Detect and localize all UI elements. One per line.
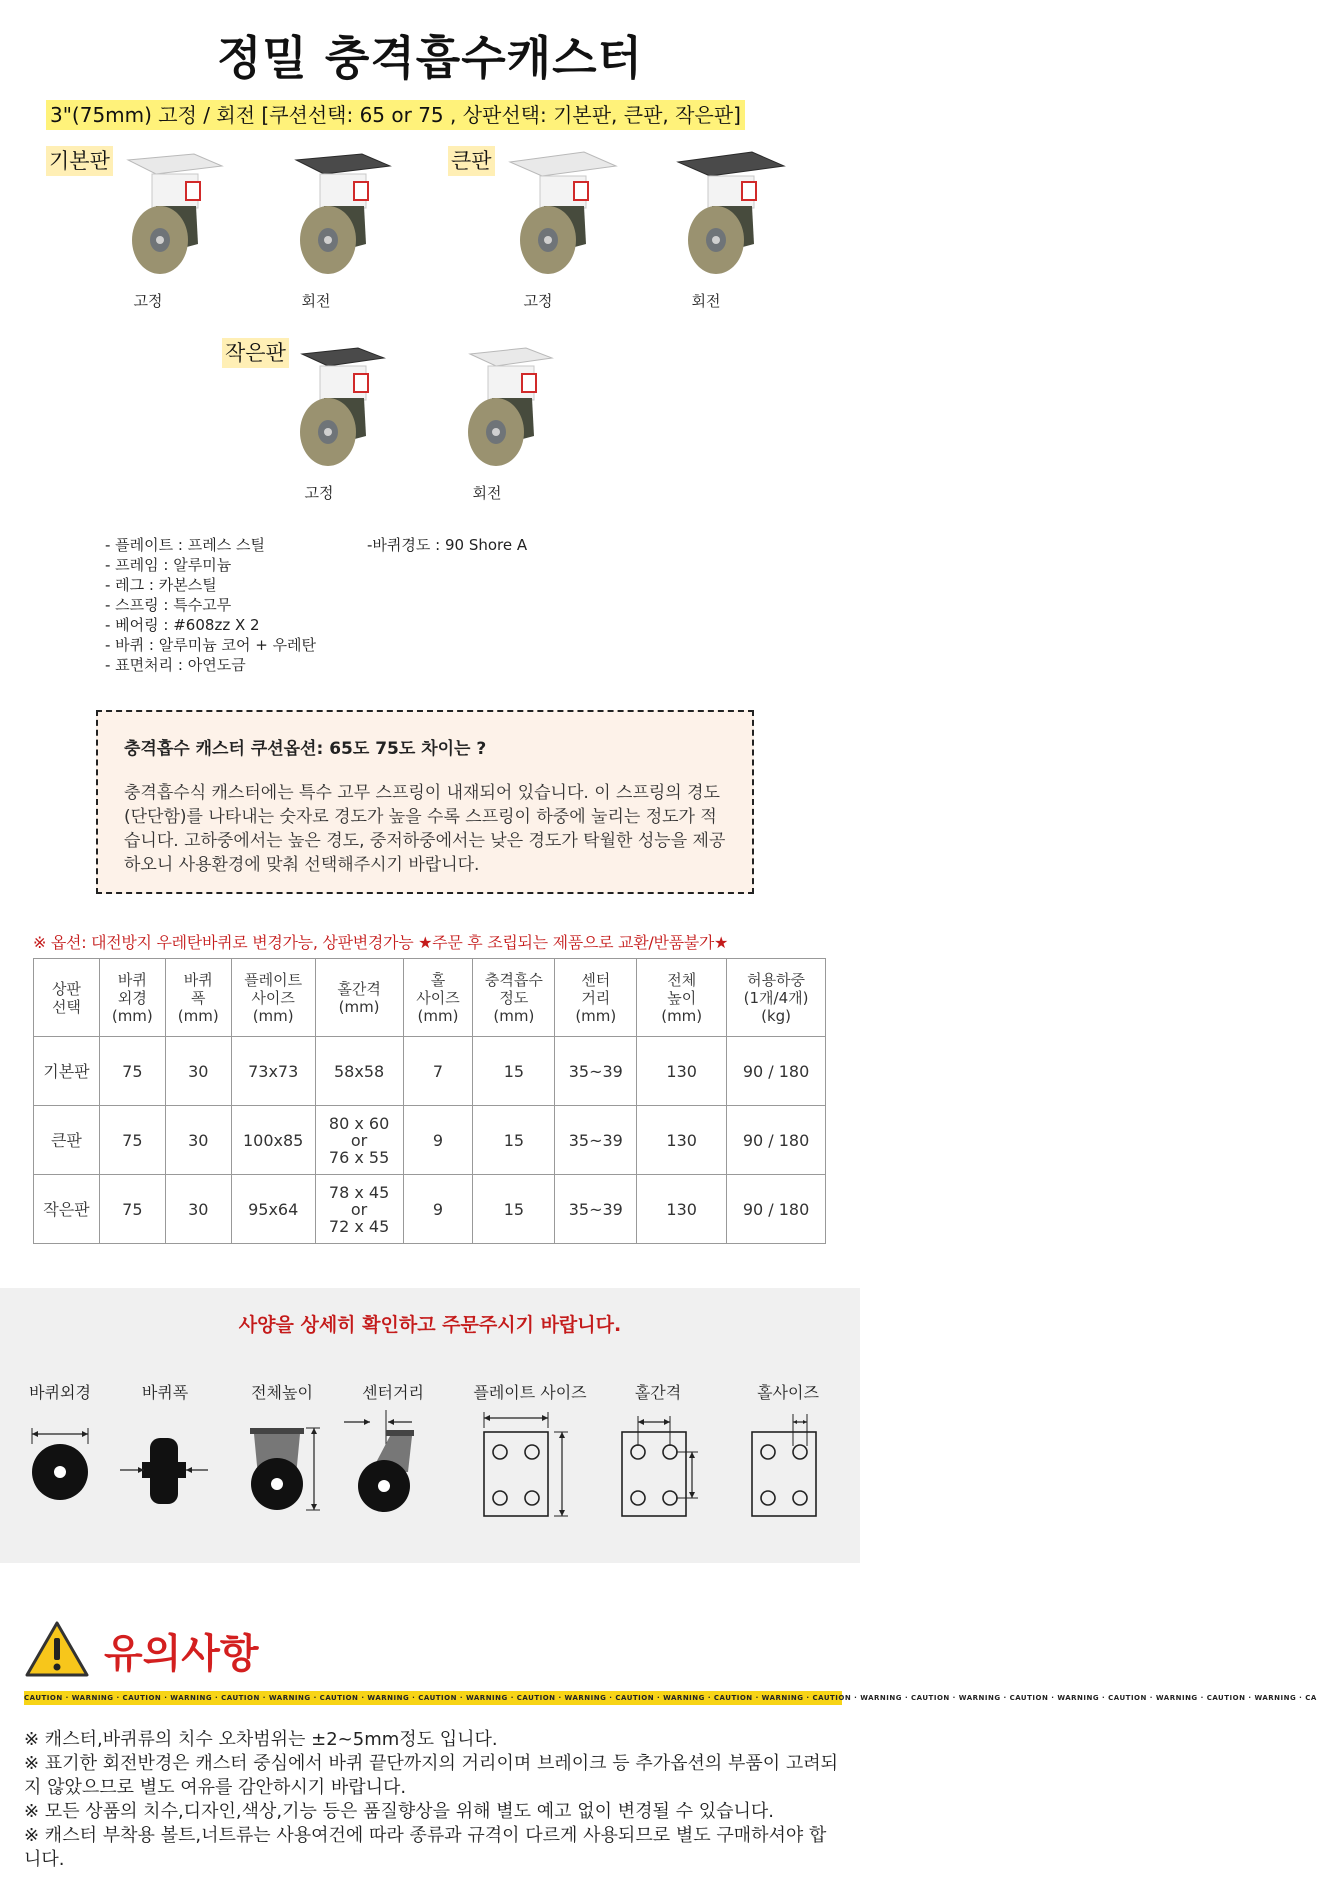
- caster-label-large-fixed: 고정: [523, 292, 553, 310]
- hole-size-diagram: [746, 1410, 836, 1530]
- spec-wheel-hardness: -바퀴경도 : 90 Shore A: [367, 536, 528, 554]
- wheel-diameter-diagram: [28, 1420, 92, 1510]
- caution-note: ※ 모든 상품의 치수,디자인,색상,기능 등은 품질향상을 위해 별도 예고 없이 변경될 수 있습니다.: [24, 1801, 774, 1822]
- table-cell: 15: [473, 1037, 555, 1106]
- table-cell: 58x58: [315, 1037, 403, 1106]
- table-cell: 78 x 45 or 72 x 45: [315, 1175, 403, 1244]
- notice-body: 충격흡수식 캐스터에는 특수 고무 스프링이 내재되어 있습니다. 이 스프링의 경도(단단함)를 나타내는 숫자로 경도가 높을 수록 스프링이 하중에 눌리는 정도가 적습니다. 고하중에서는 높은 경도, 중저하중에서는 낮은 경도가 탁월한 성능을 제공하오니 사용환경에 맞춰 선택해주시기 바랍니다.: [124, 783, 726, 875]
- diagram-label-total-height: 전체높이: [251, 1383, 313, 1402]
- table-cell: 73x73: [231, 1037, 315, 1106]
- diagram-label-hole-size: 홀사이즈: [757, 1383, 819, 1402]
- table-cell: 기본판: [34, 1037, 100, 1106]
- notice-title: 충격흡수 캐스터 쿠션옵션: 65도 75도 차이는 ?: [124, 739, 487, 759]
- table-header-cell: 충격흡수 정도 (mm): [473, 959, 555, 1037]
- hole-spacing-diagram: [616, 1410, 716, 1530]
- caster-label-basic-fixed: 고정: [133, 292, 163, 310]
- diagram-heading: 사양을 상세히 확인하고 주문주시기 바랍니다.: [238, 1314, 622, 1336]
- table-cell: 큰판: [34, 1106, 100, 1175]
- table-cell: 35~39: [555, 1037, 637, 1106]
- spec-item: - 바퀴 : 알루미늄 코어 + 우레탄: [105, 636, 317, 654]
- table-cell: 100x85: [231, 1106, 315, 1175]
- table-header-cell: 바퀴 폭 (mm): [165, 959, 231, 1037]
- wheel-width-diagram: [120, 1420, 210, 1510]
- table-header-cell: 센터 거리 (mm): [555, 959, 637, 1037]
- table-header-cell: 바퀴 외경 (mm): [99, 959, 165, 1037]
- table-cell: 130: [637, 1175, 727, 1244]
- spec-item: - 표면처리 : 아연도금: [105, 656, 246, 674]
- table-cell: 35~39: [555, 1106, 637, 1175]
- diagram-label-center-distance: 센터거리: [362, 1383, 424, 1402]
- center-distance-diagram: [340, 1408, 440, 1518]
- table-cell: 90 / 180: [727, 1106, 826, 1175]
- table-row: [34, 1106, 826, 1175]
- diagram-label-plate-size: 플레이트 사이즈: [473, 1383, 587, 1402]
- table-cell: 30: [165, 1175, 231, 1244]
- caution-note: ※ 캐스터,바퀴류의 치수 오차범위는 ±2~5mm정도 입니다.: [24, 1729, 498, 1750]
- option-notice: ※ 옵션: 대전방지 우레탄바퀴로 변경가능, 상판변경가능 ★주문 후 조립되는 제품으로 교환/반품불가★: [33, 933, 729, 952]
- spec-list: [105, 535, 316, 675]
- table-header-cell: 전체 높이 (mm): [637, 959, 727, 1037]
- group-tag-large: 큰판: [448, 146, 495, 176]
- table-cell: 15: [473, 1175, 555, 1244]
- table-header-cell: 플레이트 사이즈 (mm): [231, 959, 315, 1037]
- caution-title: 유의사항: [104, 1631, 259, 1677]
- warning-triangle-icon: [24, 1620, 90, 1678]
- caster-label-basic-swivel: 회전: [301, 292, 331, 310]
- total-height-diagram: [244, 1420, 324, 1520]
- table-header-row: [34, 959, 826, 1037]
- diagram-label-wheel-width: 바퀴폭: [141, 1383, 189, 1402]
- table-cell: 7: [403, 1037, 473, 1106]
- caution-notes: [24, 1728, 842, 1872]
- caster-image-small-swivel: [448, 340, 568, 480]
- table-cell: 75: [99, 1175, 165, 1244]
- table-cell: 80 x 60 or 76 x 55: [315, 1106, 403, 1175]
- spec-item: - 레그 : 카본스틸: [105, 576, 217, 594]
- table-cell: 90 / 180: [727, 1175, 826, 1244]
- caster-image-small-fixed: [280, 340, 400, 480]
- table-cell: 130: [637, 1037, 727, 1106]
- product-subtitle: 3"(75mm) 고정 / 회전 [쿠션선택: 65 or 75 , 상판선택: 기본판, 큰판, 작은판]: [46, 100, 745, 130]
- table-header-cell: 허용하중 (1개/4개) (kg): [727, 959, 826, 1037]
- diagram-label-hole-spacing: 홀간격: [634, 1383, 682, 1402]
- table-cell: 9: [403, 1106, 473, 1175]
- group-tag-basic: 기본판: [46, 146, 113, 176]
- table-header-cell: 상판 선택: [34, 959, 100, 1037]
- table-cell: 30: [165, 1037, 231, 1106]
- caution-note: ※ 표기한 회전반경은 캐스터 중심에서 바퀴 끝단까지의 거리이며 브레이크 등 추가옵션의 부품이 고려되지 않았으므로 별도 여유를 감안하시기 바랍니다.: [24, 1753, 839, 1798]
- page-title: 정밀 충격흡수캐스터: [217, 31, 643, 85]
- table-cell: 130: [637, 1106, 727, 1175]
- table-row: [34, 1175, 826, 1244]
- diagram-label-wheel-diameter: 바퀴외경: [29, 1383, 91, 1402]
- table-header-cell: 홀 사이즈 (mm): [403, 959, 473, 1037]
- plate-size-diagram: [478, 1410, 588, 1530]
- caster-label-small-swivel: 회전: [472, 484, 502, 502]
- table-cell: 95x64: [231, 1175, 315, 1244]
- caution-strip: CAUTION · WARNING · CAUTION · WARNING · CAUTION · WARNING · CAUTION · WARNING · CAUTION · WARNING · CAUTION · WARNING · CAUTION · WARNING · CAUTION · WARNING · CAUTION · WARNING · CAUTION · WARNING · CAUTION · WARNING · CAUTION · WARNING · CAUTION · WARNING · CA: [24, 1691, 842, 1705]
- caution-note: ※ 캐스터 부착용 볼트,너트류는 사용여건에 따라 종류과 규격이 다르게 사용되므로 별도 구매하셔야 합니다.: [24, 1825, 827, 1870]
- caster-image-basic-fixed: [112, 148, 232, 288]
- table-cell: 작은판: [34, 1175, 100, 1244]
- table-cell: 30: [165, 1106, 231, 1175]
- table-cell: 90 / 180: [727, 1037, 826, 1106]
- table-cell: 15: [473, 1106, 555, 1175]
- table-cell: 75: [99, 1106, 165, 1175]
- table-cell: 75: [99, 1037, 165, 1106]
- caster-label-small-fixed: 고정: [304, 484, 334, 502]
- table-cell: 9: [403, 1175, 473, 1244]
- group-tag-small: 작은판: [222, 338, 289, 368]
- caster-image-large-swivel: [668, 148, 788, 288]
- table-cell: 35~39: [555, 1175, 637, 1244]
- spec-item: - 플레이트 : 프레스 스틸: [105, 536, 265, 554]
- spec-item: - 베어링 : #608zz X 2: [105, 616, 260, 634]
- spec-item: - 프레임 : 알루미늄: [105, 556, 232, 574]
- spec-table: [33, 958, 826, 1244]
- cushion-notice-box: [96, 710, 754, 894]
- caster-image-basic-swivel: [280, 148, 400, 288]
- caster-image-large-fixed: [500, 148, 620, 288]
- table-header-cell: 홀간격 (mm): [315, 959, 403, 1037]
- caster-label-large-swivel: 회전: [691, 292, 721, 310]
- spec-item: - 스프링 : 특수고무: [105, 596, 232, 614]
- table-row: [34, 1037, 826, 1106]
